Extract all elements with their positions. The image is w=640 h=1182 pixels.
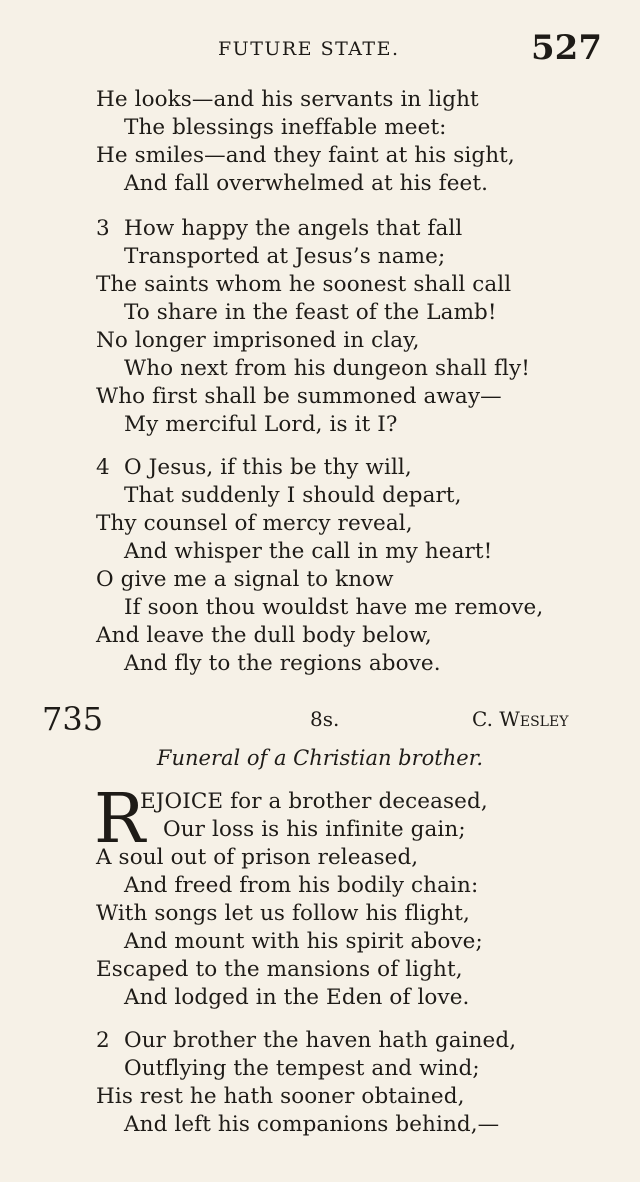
verse-line: The saints whom he soonest shall call xyxy=(96,272,512,297)
verse-line: My merciful Lord, is it I? xyxy=(124,412,398,437)
verse-line: And mount with his spirit above; xyxy=(124,929,483,954)
page-header xyxy=(0,28,640,72)
verse-line: He looks—and his servants in light xyxy=(96,87,479,112)
verse-line: And leave the dull body below, xyxy=(96,623,432,648)
hymn-author: C. Wesley xyxy=(472,707,569,731)
verse-line: With songs let us follow his flight, xyxy=(96,901,470,926)
verse-line: And fly to the regions above. xyxy=(124,651,441,676)
hymn-title: Funeral of a Christian brother. xyxy=(156,746,484,770)
stanza-number: 2 xyxy=(96,1028,110,1053)
verse-line: If soon thou wouldst have me remove, xyxy=(124,595,544,620)
verse-line: He smiles—and they faint at his sight, xyxy=(96,143,515,168)
stanza-number: 3 xyxy=(96,216,110,241)
verse-line: O give me a signal to know xyxy=(96,567,394,592)
verse-text: O Jesus, if this be thy will, xyxy=(124,455,412,480)
verse-line: A soul out of prison released, xyxy=(96,845,419,870)
verse-line: Who first shall be summoned away— xyxy=(96,384,502,409)
verse-line: His rest he hath sooner obtained, xyxy=(96,1084,465,1109)
verse-line: And freed from his bodily chain: xyxy=(124,873,479,898)
verse-text: Our brother the haven hath gained, xyxy=(124,1028,517,1053)
verse-line: Transported at Jesus’s name; xyxy=(124,244,446,269)
verse-line: That suddenly I should depart, xyxy=(124,483,462,508)
verse-line: And fall overwhelmed at his feet. xyxy=(124,171,489,196)
drop-cap: R xyxy=(94,780,146,859)
verse-text: How happy the angels that fall xyxy=(124,216,463,241)
verse-line xyxy=(96,454,412,482)
hymn-meter: 8s. xyxy=(310,707,340,731)
hymn-number: 735 xyxy=(42,700,104,738)
verse-line xyxy=(96,215,462,243)
verse-line: To share in the feast of the Lamb! xyxy=(124,300,497,325)
verse-line: No longer imprisoned in clay, xyxy=(96,328,420,353)
hymn-heading xyxy=(0,700,640,740)
verse-line: Escaped to the mansions of light, xyxy=(96,957,463,982)
verse-line: And whisper the call in my heart! xyxy=(124,539,493,564)
verse-line: Outflying the tempest and wind; xyxy=(124,1056,480,1081)
verse-line xyxy=(96,1027,516,1055)
verse-line: Our loss is his infinite gain; xyxy=(163,817,466,842)
verse-line: And left his companions behind,— xyxy=(124,1112,500,1137)
verse-line: The blessings ineffable meet: xyxy=(124,115,447,140)
page-number: 527 xyxy=(531,28,602,68)
verse-line: Thy counsel of mercy reveal, xyxy=(96,511,413,536)
verse-line: And lodged in the Eden of love. xyxy=(124,985,470,1010)
verse-line: Who next from his dungeon shall fly! xyxy=(124,356,530,381)
running-head: FUTURE STATE. xyxy=(218,38,400,60)
verse-line: EJOICE for a brother deceased, xyxy=(140,789,488,814)
stanza-number: 4 xyxy=(96,455,110,480)
